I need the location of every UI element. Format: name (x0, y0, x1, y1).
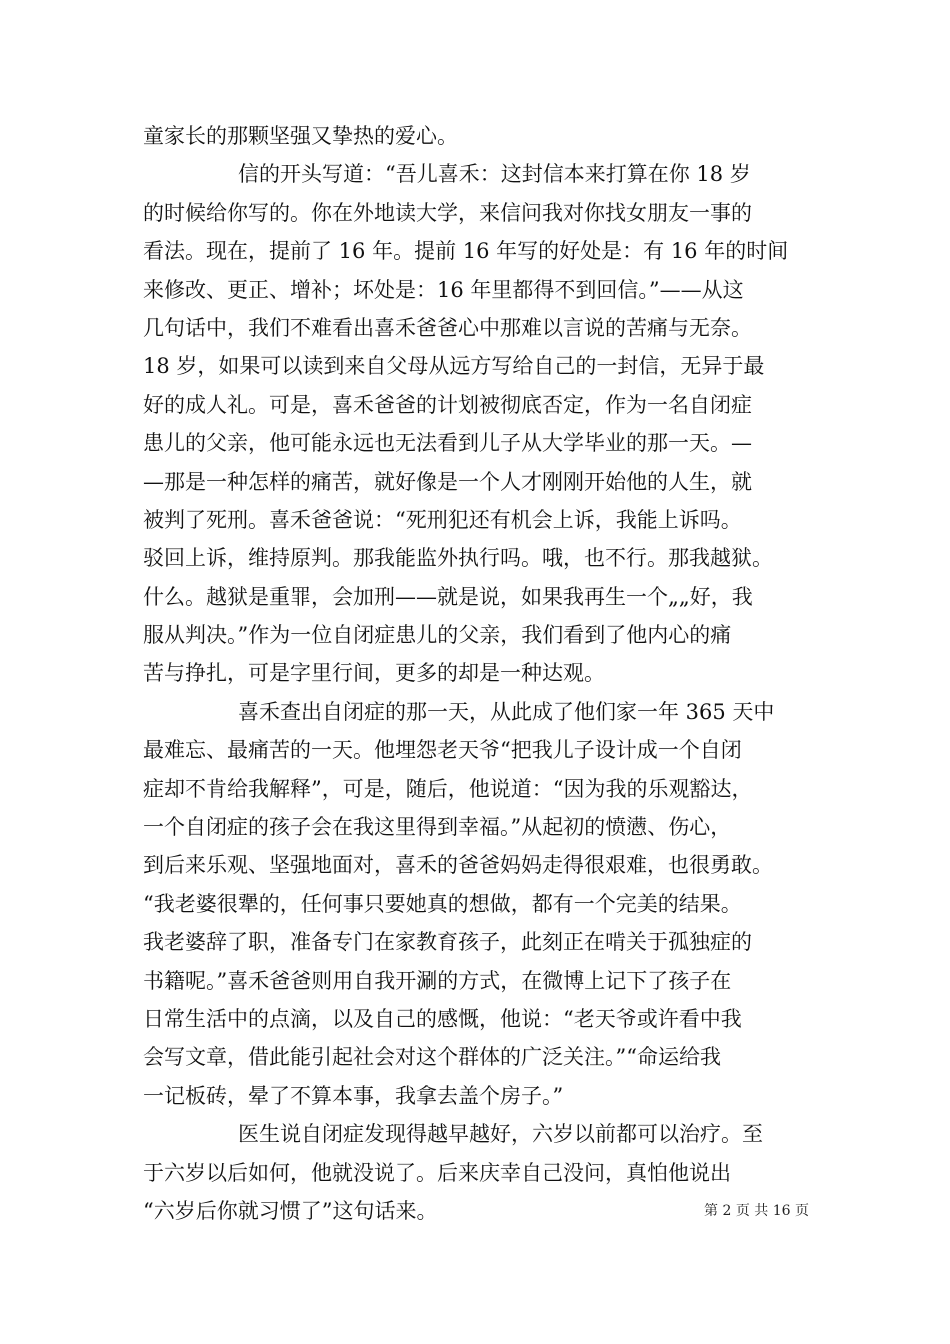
page-number-footer: 第 2 页 共 16 页 (704, 1203, 809, 1219)
text-line: 的时候给你写的。你在外地读大学，来信问我对你找女朋友一事的 (143, 200, 752, 225)
text-line: 苦与挣扎，可是字里行间，更多的却是一种达观。 (143, 661, 605, 686)
text-line: 服从判决。”作为一位自闭症患儿的父亲，我们看到了他内心的痛 (143, 623, 732, 648)
text-line: 书籍呢。”喜禾爸爸则用自我开涮的方式，在微博上记下了孩子在 (143, 968, 732, 993)
text-line: 18 岁，如果可以读到来自父母从远方写给自己的一封信，无异于最 (143, 354, 765, 379)
text-line: 会写文章，借此能引起社会对这个群体的广泛关注。”“命运给我 (143, 1045, 721, 1070)
document-body (143, 117, 807, 1230)
text-line: 患儿的父亲，他可能永远也无法看到儿子从大学毕业的那一天。— (143, 431, 752, 456)
text-line: 于六岁以后如何，他就没说了。后来庆幸自己没问，真怕他说出 (143, 1160, 731, 1185)
text-line: 看法。现在，提前了 16 年。提前 16 年写的好处是：有 16 年的时间 (143, 239, 789, 264)
text-line: 来修改、更正、增补；坏处是：16 年里都得不到回信。”——从这 (143, 277, 744, 302)
text-line: 日常生活中的点滴，以及自己的感慨，他说：“老天爷或许看中我 (143, 1006, 742, 1031)
text-line: 最难忘、最痛苦的一天。他埋怨老天爷“把我儿子设计成一个自闭 (143, 738, 742, 763)
text-line: 被判了死刑。喜禾爸爸说：“死刑犯还有机会上诉，我能上诉吗。 (143, 507, 742, 532)
paragraph-start-line: 喜禾查出自闭症的那一天，从此成了他们家一年 365 天中 (238, 699, 775, 724)
text-line: 几句话中，我们不难看出喜禾爸爸心中那难以言说的苦痛与无奈。 (143, 315, 752, 340)
text-line: 驳回上诉，维持原判。那我能监外执行吗。哦，也不行。那我越狱。 (143, 546, 773, 571)
paragraph-start-line: 信的开头写道：“吾儿喜禾：这封信本来打算在你 18 岁 (238, 162, 751, 187)
text-line: 好的成人礼。可是，喜禾爸爸的计划被彻底否定，作为一名自闭症 (143, 392, 752, 417)
text-line: 症却不肯给我解释”，可是，随后，他说道：“因为我的乐观豁达， (143, 776, 753, 801)
text-line: “六岁后你就习惯了”这句话来。 (143, 1198, 438, 1223)
text-line: 童家长的那颗坚强又挚热的爱心。 (143, 124, 458, 148)
paragraph-start-line: 医生说自闭症发现得越早越好，六岁以前都可以治疗。至 (238, 1122, 763, 1147)
text-line: —那是一种怎样的痛苦，就好像是一个人才刚刚开始他的人生，就 (143, 469, 752, 494)
text-line: 我老婆辞了职，准备专门在家教育孩子，此刻正在啃关于孤独症的 (143, 930, 752, 955)
text-line: 什么。越狱是重罪，会加刑——就是说，如果我再生一个„„好，我 (143, 584, 753, 609)
text-line: 一个自闭症的孩子会在我这里得到幸福。”从起初的愤懑、伤心， (143, 815, 732, 840)
text-line: 一记板砖，晕了不算本事，我拿去盖个房子。” (143, 1083, 564, 1108)
text-line: “我老婆很犟的，任何事只要她真的想做，都有一个完美的结果。 (143, 891, 742, 916)
text-line: 到后来乐观、坚强地面对，喜禾的爸爸妈妈走得很艰难，也很勇敢。 (143, 853, 773, 878)
